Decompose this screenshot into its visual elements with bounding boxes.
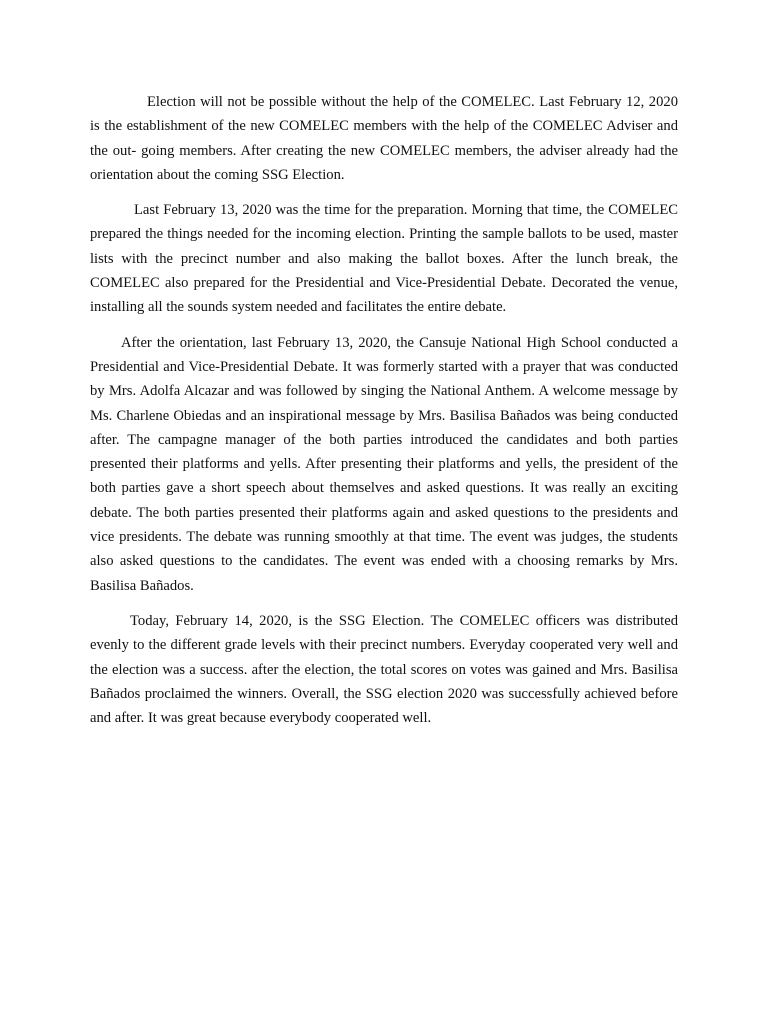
paragraph-election-intro: Election will not be possible without the help of the COMELEC. Last February 12, 2020 is the establishment of the new COMELEC members with the help of the COMELEC Adviser and the out- going members. After creating the new COMELEC members, the adviser already had the orientation about the coming SSG Election. [90, 94, 678, 183]
document-body [90, 90, 678, 741]
paragraph-debate: After the orientation, last February 13, 2020, the Cansuje National High School conducted a Presidential and Vice-Presidential Debate. It was formerly started with a prayer that was conducted by Mrs. Adolfa Alcazar and was followed by singing the National Anthem. A welcome message by Ms. Charlene Obiedas and an inspirational message by Mrs. Basilisa Bañados was being conducted after. The campagne manager of the both parties introduced the candidates and both parties presented their platforms and yells. After presenting their platforms and yells, the president of the both parties gave a short speech about themselves and asked questions. It was really an exciting debate. The both parties presented their platforms again and asked questions to the presidents and vice presidents. The debate was running smoothly at that time. The event was judges, the students also asked questions to the candidates. The event was ended with a choosing remarks by Mrs. Basilisa Bañados. [90, 334, 678, 594]
paragraph-ssg-election: Today, February 14, 2020, is the SSG Election. The COMELEC officers was distributed evenly to the different grade levels with their precinct numbers. Everyday cooperated very well and the election was a success. after the election, the total scores on votes was gained and Mrs. Basilisa Bañados proclaimed the winners. Overall, the SSG election 2020 was successfully achieved before and after. It was great because everybody cooperated well. [90, 612, 678, 727]
paragraph-preparation: Last February 13, 2020 was the time for the preparation. Morning that time, the COMELEC prepared the things needed for the incoming election. Printing the sample ballots to be used, master lists with the precinct number and also making the ballot boxes. After the lunch break, the COMELEC also prepared for the Presidential and Vice-Presidential Debate. Decorated the venue, installing all the sounds system needed and facilitates the entire debate. [90, 202, 678, 316]
